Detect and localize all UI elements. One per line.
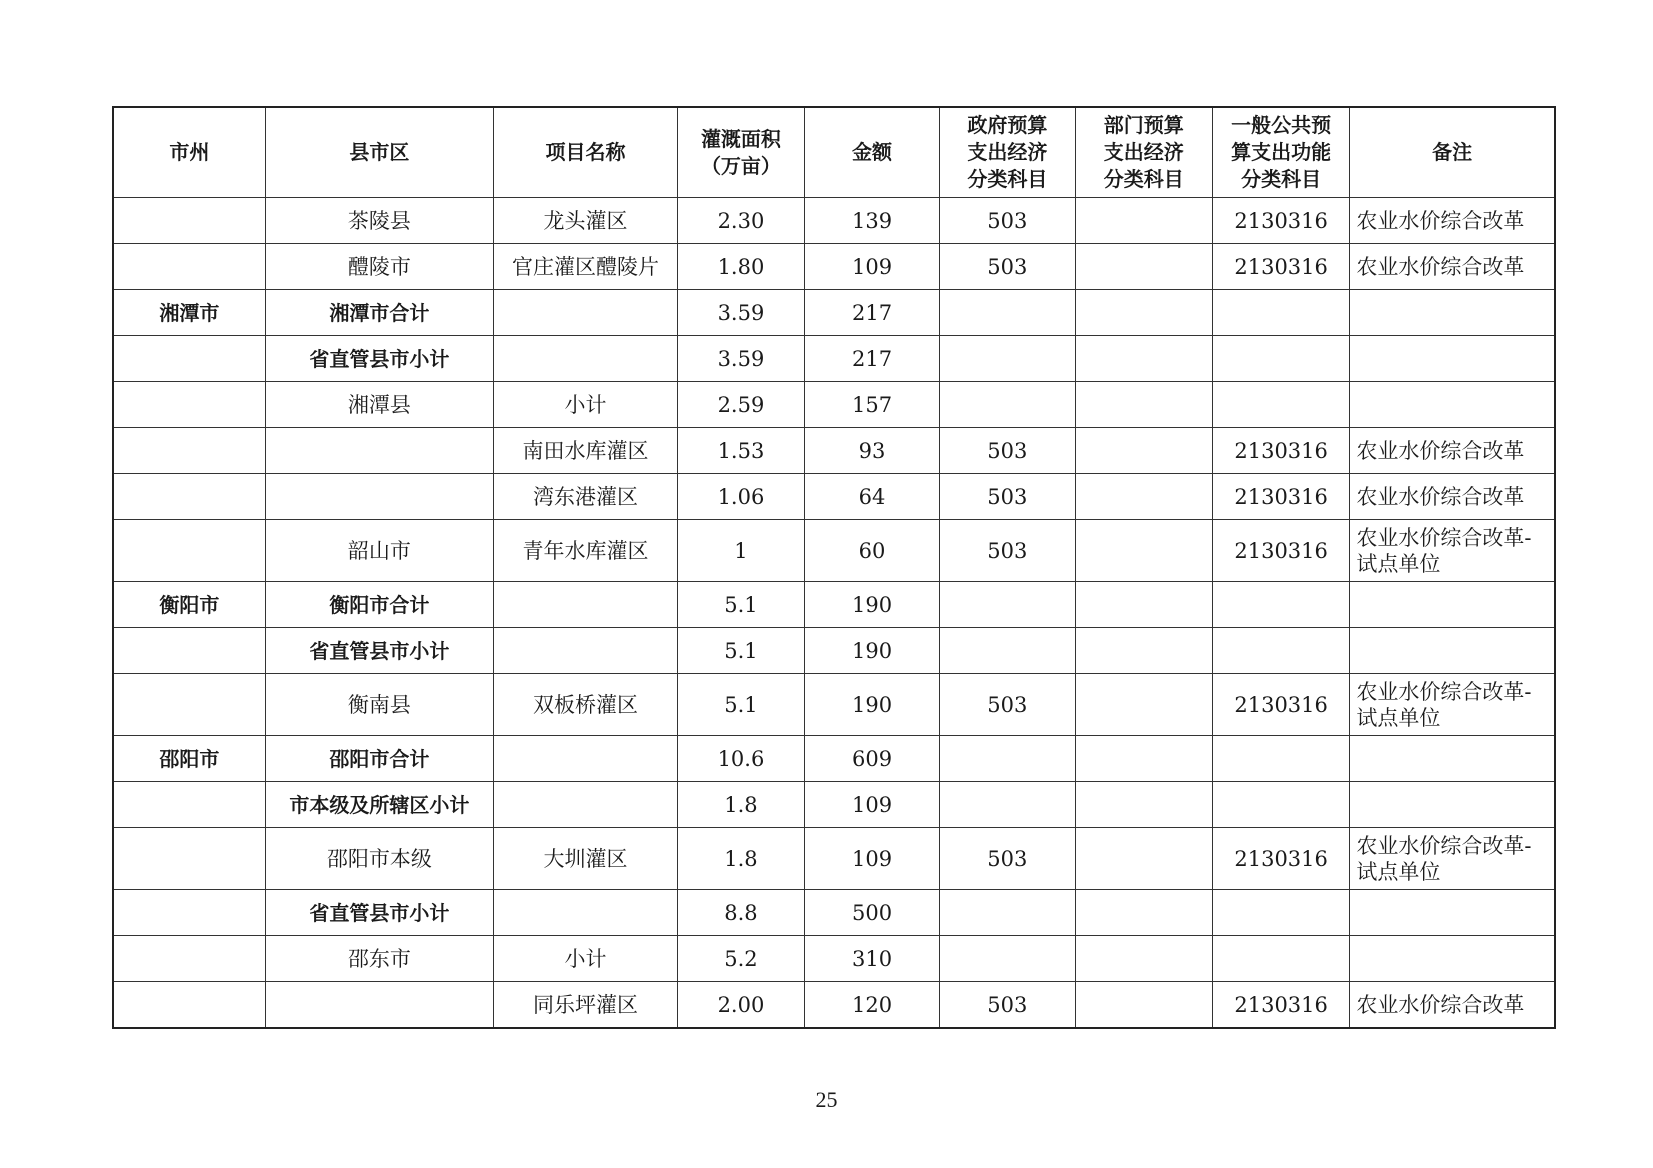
- area-cell: 3.59: [678, 290, 805, 336]
- amount-cell: 157: [804, 382, 939, 428]
- note-cell: [1350, 736, 1555, 782]
- amount-cell: 500: [804, 890, 939, 936]
- county-cell: 茶陵县: [265, 198, 493, 244]
- project-cell: [494, 736, 678, 782]
- func-cell: [1212, 782, 1349, 828]
- header-func: 一般公共预 算支出功能 分类科目: [1212, 107, 1349, 198]
- city-cell: [113, 198, 265, 244]
- func-cell: 2130316: [1212, 828, 1349, 890]
- project-cell: 同乐坪灌区: [494, 982, 678, 1029]
- city-cell: 衡阳市: [113, 582, 265, 628]
- city-cell: [113, 782, 265, 828]
- amount-cell: 120: [804, 982, 939, 1029]
- gov-econ-cell: [940, 382, 1075, 428]
- county-cell: 邵阳市本级: [265, 828, 493, 890]
- dept-econ-cell: [1075, 890, 1212, 936]
- amount-cell: 109: [804, 828, 939, 890]
- table-row: [113, 736, 1555, 782]
- func-cell: 2130316: [1212, 428, 1349, 474]
- header-amount: 金额: [804, 107, 939, 198]
- city-cell: [113, 382, 265, 428]
- dept-econ-cell: [1075, 674, 1212, 736]
- dept-econ-cell: [1075, 428, 1212, 474]
- project-cell: 大圳灌区: [494, 828, 678, 890]
- city-cell: 邵阳市: [113, 736, 265, 782]
- note-cell: 农业水价综合改革: [1350, 982, 1555, 1029]
- dept-econ-cell: [1075, 828, 1212, 890]
- project-cell: [494, 290, 678, 336]
- note-cell: [1350, 382, 1555, 428]
- city-cell: 湘潭市: [113, 290, 265, 336]
- amount-cell: 310: [804, 936, 939, 982]
- county-cell: 醴陵市: [265, 244, 493, 290]
- county-cell: 衡阳市合计: [265, 582, 493, 628]
- amount-cell: 190: [804, 628, 939, 674]
- area-cell: 8.8: [678, 890, 805, 936]
- county-cell: 邵东市: [265, 936, 493, 982]
- amount-cell: 139: [804, 198, 939, 244]
- project-cell: 龙头灌区: [494, 198, 678, 244]
- county-cell: 省直管县市小计: [265, 336, 493, 382]
- note-cell: 农业水价综合改革: [1350, 198, 1555, 244]
- func-cell: [1212, 890, 1349, 936]
- table-row: [113, 382, 1555, 428]
- header-county: 县市区: [265, 107, 493, 198]
- area-cell: 1.06: [678, 474, 805, 520]
- table-row: [113, 582, 1555, 628]
- table-row: [113, 198, 1555, 244]
- county-cell: 衡南县: [265, 674, 493, 736]
- table-row: [113, 244, 1555, 290]
- func-cell: [1212, 336, 1349, 382]
- county-cell: 省直管县市小计: [265, 890, 493, 936]
- amount-cell: 93: [804, 428, 939, 474]
- func-cell: [1212, 736, 1349, 782]
- project-cell: [494, 782, 678, 828]
- note-cell: [1350, 936, 1555, 982]
- gov-econ-cell: [940, 936, 1075, 982]
- county-cell: 湘潭县: [265, 382, 493, 428]
- area-cell: 10.6: [678, 736, 805, 782]
- table-row: [113, 336, 1555, 382]
- table-row: [113, 290, 1555, 336]
- city-cell: [113, 628, 265, 674]
- city-cell: [113, 428, 265, 474]
- note-cell: 农业水价综合改革- 试点单位: [1350, 828, 1555, 890]
- header-city: 市州: [113, 107, 265, 198]
- note-cell: 农业水价综合改革- 试点单位: [1350, 520, 1555, 582]
- dept-econ-cell: [1075, 582, 1212, 628]
- budget-table: [112, 106, 1556, 1029]
- table-row: [113, 628, 1555, 674]
- area-cell: 1.80: [678, 244, 805, 290]
- header-area: 灌溉面积 （万亩）: [678, 107, 805, 198]
- dept-econ-cell: [1075, 736, 1212, 782]
- area-cell: 1.53: [678, 428, 805, 474]
- area-cell: 2.30: [678, 198, 805, 244]
- project-cell: 官庄灌区醴陵片: [494, 244, 678, 290]
- city-cell: [113, 828, 265, 890]
- area-cell: 5.2: [678, 936, 805, 982]
- dept-econ-cell: [1075, 782, 1212, 828]
- city-cell: [113, 336, 265, 382]
- func-cell: [1212, 936, 1349, 982]
- area-cell: 2.59: [678, 382, 805, 428]
- dept-econ-cell: [1075, 982, 1212, 1029]
- table-body: [113, 198, 1555, 1029]
- dept-econ-cell: [1075, 198, 1212, 244]
- project-cell: [494, 890, 678, 936]
- page-number: 25: [815, 1087, 838, 1112]
- amount-cell: 609: [804, 736, 939, 782]
- table-row: [113, 782, 1555, 828]
- func-cell: 2130316: [1212, 474, 1349, 520]
- func-cell: [1212, 382, 1349, 428]
- dept-econ-cell: [1075, 244, 1212, 290]
- project-cell: [494, 628, 678, 674]
- gov-econ-cell: 503: [940, 982, 1075, 1029]
- gov-econ-cell: [940, 336, 1075, 382]
- gov-econ-cell: [940, 290, 1075, 336]
- note-cell: 农业水价综合改革: [1350, 428, 1555, 474]
- gov-econ-cell: 503: [940, 474, 1075, 520]
- amount-cell: 217: [804, 336, 939, 382]
- note-cell: [1350, 582, 1555, 628]
- gov-econ-cell: 503: [940, 520, 1075, 582]
- header-dept-econ: 部门预算 支出经济 分类科目: [1075, 107, 1212, 198]
- city-cell: [113, 520, 265, 582]
- project-cell: [494, 336, 678, 382]
- area-cell: 1.8: [678, 828, 805, 890]
- county-cell: [265, 474, 493, 520]
- note-cell: 农业水价综合改革- 试点单位: [1350, 674, 1555, 736]
- amount-cell: 190: [804, 674, 939, 736]
- project-cell: 小计: [494, 936, 678, 982]
- table-row: [113, 428, 1555, 474]
- area-cell: 3.59: [678, 336, 805, 382]
- amount-cell: 60: [804, 520, 939, 582]
- gov-econ-cell: 503: [940, 674, 1075, 736]
- project-cell: 小计: [494, 382, 678, 428]
- gov-econ-cell: [940, 782, 1075, 828]
- dept-econ-cell: [1075, 336, 1212, 382]
- city-cell: [113, 474, 265, 520]
- city-cell: [113, 982, 265, 1029]
- county-cell: 省直管县市小计: [265, 628, 493, 674]
- func-cell: 2130316: [1212, 982, 1349, 1029]
- county-cell: 市本级及所辖区小计: [265, 782, 493, 828]
- city-cell: [113, 936, 265, 982]
- dept-econ-cell: [1075, 936, 1212, 982]
- func-cell: 2130316: [1212, 244, 1349, 290]
- amount-cell: 64: [804, 474, 939, 520]
- table-row: [113, 474, 1555, 520]
- note-cell: [1350, 628, 1555, 674]
- gov-econ-cell: [940, 890, 1075, 936]
- city-cell: [113, 244, 265, 290]
- table-row: [113, 828, 1555, 890]
- note-cell: [1350, 890, 1555, 936]
- func-cell: [1212, 582, 1349, 628]
- project-cell: [494, 582, 678, 628]
- note-cell: 农业水价综合改革: [1350, 474, 1555, 520]
- gov-econ-cell: [940, 628, 1075, 674]
- func-cell: 2130316: [1212, 198, 1349, 244]
- header-note: 备注: [1350, 107, 1555, 198]
- dept-econ-cell: [1075, 382, 1212, 428]
- county-cell: 邵阳市合计: [265, 736, 493, 782]
- gov-econ-cell: 503: [940, 198, 1075, 244]
- amount-cell: 109: [804, 782, 939, 828]
- note-cell: [1350, 290, 1555, 336]
- area-cell: 2.00: [678, 982, 805, 1029]
- county-cell: [265, 428, 493, 474]
- area-cell: 5.1: [678, 674, 805, 736]
- amount-cell: 109: [804, 244, 939, 290]
- header-row: [113, 107, 1555, 198]
- county-cell: [265, 982, 493, 1029]
- area-cell: 1: [678, 520, 805, 582]
- note-cell: [1350, 782, 1555, 828]
- table-row: [113, 982, 1555, 1029]
- dept-econ-cell: [1075, 474, 1212, 520]
- table-row: [113, 936, 1555, 982]
- func-cell: [1212, 628, 1349, 674]
- area-cell: 5.1: [678, 628, 805, 674]
- gov-econ-cell: [940, 582, 1075, 628]
- dept-econ-cell: [1075, 290, 1212, 336]
- table-row: [113, 520, 1555, 582]
- project-cell: 青年水库灌区: [494, 520, 678, 582]
- area-cell: 1.8: [678, 782, 805, 828]
- func-cell: [1212, 290, 1349, 336]
- table-row: [113, 890, 1555, 936]
- note-cell: 农业水价综合改革: [1350, 244, 1555, 290]
- gov-econ-cell: 503: [940, 244, 1075, 290]
- dept-econ-cell: [1075, 628, 1212, 674]
- table-row: [113, 674, 1555, 736]
- project-cell: 南田水库灌区: [494, 428, 678, 474]
- project-cell: 双板桥灌区: [494, 674, 678, 736]
- header-gov-econ: 政府预算 支出经济 分类科目: [940, 107, 1075, 198]
- project-cell: 湾东港灌区: [494, 474, 678, 520]
- amount-cell: 217: [804, 290, 939, 336]
- gov-econ-cell: 503: [940, 428, 1075, 474]
- note-cell: [1350, 336, 1555, 382]
- county-cell: 韶山市: [265, 520, 493, 582]
- func-cell: 2130316: [1212, 520, 1349, 582]
- area-cell: 5.1: [678, 582, 805, 628]
- dept-econ-cell: [1075, 520, 1212, 582]
- county-cell: 湘潭市合计: [265, 290, 493, 336]
- amount-cell: 190: [804, 582, 939, 628]
- func-cell: 2130316: [1212, 674, 1349, 736]
- header-project: 项目名称: [494, 107, 678, 198]
- city-cell: [113, 674, 265, 736]
- gov-econ-cell: [940, 736, 1075, 782]
- city-cell: [113, 890, 265, 936]
- gov-econ-cell: 503: [940, 828, 1075, 890]
